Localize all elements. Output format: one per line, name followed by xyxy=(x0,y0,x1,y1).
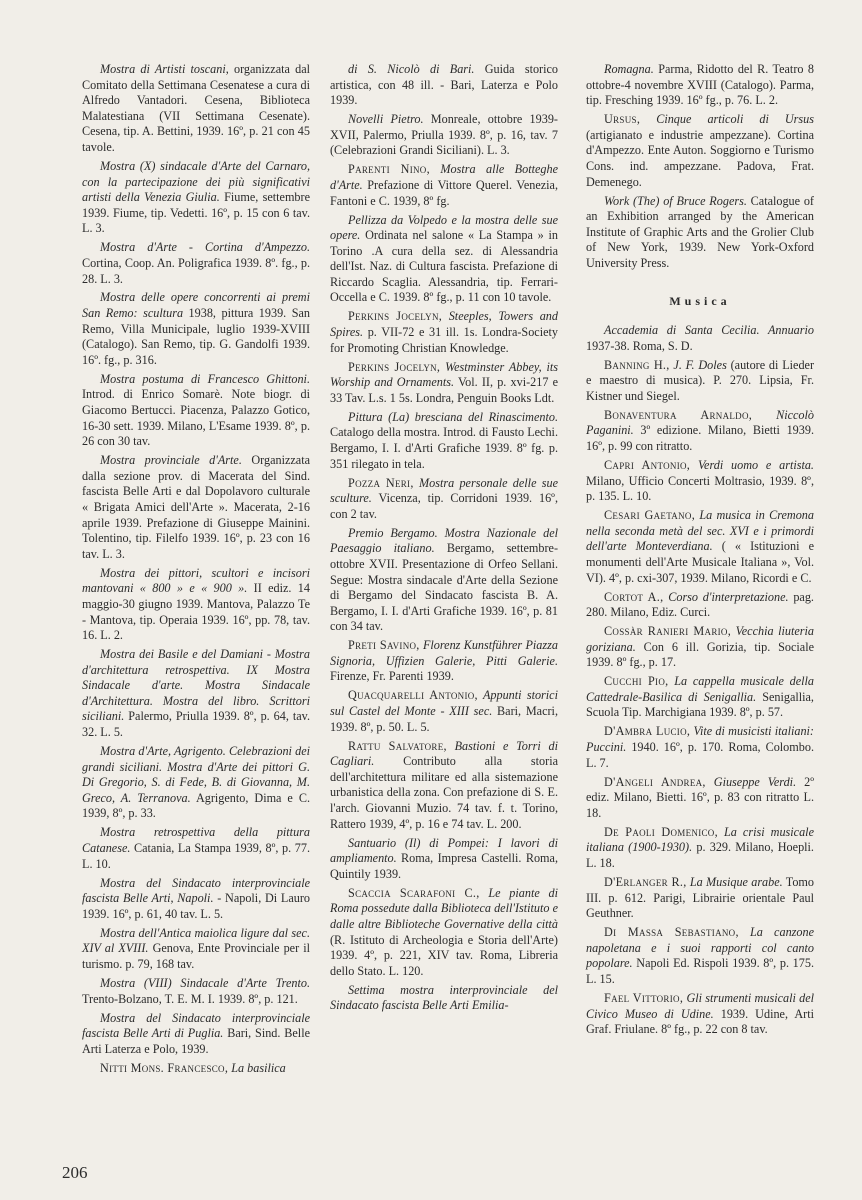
entry-author: Cossàr Ranieri Mario, xyxy=(604,624,732,639)
entry-details: Tomo III. p. 612. Parigi, Librairie orientale Paul Geuthner. xyxy=(586,874,814,921)
entry-title: Mostra (VIII) Sindacale d'Arte Trento. xyxy=(100,975,310,990)
entry-details: Con 6 ill. Gorizia, tip. Sociale 1939. 8º fg., p. 17. xyxy=(586,639,814,670)
entry-details: Roma, Impresa Castelli. Roma, Quintily 1939. xyxy=(330,851,558,881)
entry-title: Mostra personale delle sue sculture. xyxy=(330,475,558,506)
bibliography-entry xyxy=(330,836,558,883)
entry-author: Perkins Jocelyn, xyxy=(348,359,441,374)
bibliography-entry xyxy=(330,526,558,635)
entry-author: Ursus, xyxy=(604,112,641,127)
bibliography-entry xyxy=(82,290,310,368)
entry-title: Westminster Abbey, its Worship and Ornaments. xyxy=(330,359,558,390)
entry-details: Catalogue of an Exhibition arranged by the American Institute of Graphic Arts and the Grolier Club of New York, 1939. New York-Oxford University Press. xyxy=(586,193,814,270)
entry-title: Mostra dell'Antica maiolica ligure dal sec. XIV al XVIII. xyxy=(82,925,310,956)
bibliography-entry xyxy=(586,323,814,354)
entry-title: Mostra d'Arte, Agrigento. Celebrazioni dei grandi siciliani. Mostra d'Arte dei pittori G. Di Gregorio, S. di Fede, B. di Giovanna, M. Greco, A. Terranova. xyxy=(82,744,310,805)
bibliography-entry xyxy=(586,408,814,455)
entry-title: Premio Bergamo. Mostra Nazionale del Paesaggio italiano. xyxy=(330,525,558,556)
entry-details: Contributo alla storia dell'architettura militare ed alla sistemazione urbanistica della zona. Con prefazione di S. E. l'arch. Giovanni Muzio. 74 tav. f. t. Torino, Rattero 1939, 4º, p. 16 e 74 tav. L. 200. xyxy=(330,754,558,831)
entry-title: Vite di musicisti italiani: Puccini. xyxy=(586,724,814,755)
bibliography-entry xyxy=(82,62,310,156)
entry-title: Mostra (X) sindacale d'Arte del Carnaro, con la partecipazione dei più significativi artisti della Venezia Giulia. xyxy=(82,158,310,205)
entry-author: Di Massa Sebastiano, xyxy=(604,925,739,940)
column-right xyxy=(586,62,814,1041)
bibliography-entry xyxy=(586,624,814,671)
entry-title: Corso d'interpretazione. xyxy=(663,589,789,604)
bibliography-entry xyxy=(82,976,310,1007)
entry-title: Mostra dei Basile e del Damiani - Mostra d'architettura retrospettiva. IX Mostra Sindacale d'arte. Mostra Sindacale d'Architettura. Mostra del libro. Scrittori siciliani. xyxy=(82,647,310,724)
entry-title: Cinque articoli di Ursus xyxy=(640,112,814,127)
page-number: 206 xyxy=(62,1163,88,1182)
bibliography-entry xyxy=(330,112,558,159)
entry-details: Fiume, settembre 1939. Fiume, tip. Vedetti. 16º, p. 15 con 6 tav. L. 3. xyxy=(82,190,310,236)
bibliography-entry xyxy=(330,638,558,685)
bibliography-entry xyxy=(82,926,310,973)
bibliography-entry xyxy=(330,476,558,523)
entry-details: Monreale, ottobre 1939-XVII, Palermo, Priulla 1939. 8º, p. 16, tav. 7 (Celebrazioni Grandi Siciliani). L. 3. xyxy=(330,112,558,158)
entry-title: Mostra del Sindacato interprovinciale fascista Belle Arti, Napoli. xyxy=(82,875,310,906)
entry-title: Mostra del Sindacato interprovinciale fascista Belle Arti di Puglia. xyxy=(82,1010,310,1041)
bibliography-entry xyxy=(82,647,310,741)
entry-title: Appunti storici sul Castel del Monte - XIII sec. xyxy=(330,688,558,719)
entry-author: Preti Savino, xyxy=(348,638,420,653)
entry-title: Settima mostra interprovinciale del Sindacato fascista Belle Arti Emilia- xyxy=(330,982,558,1013)
entry-author: Cucchi Pio, xyxy=(604,674,669,689)
section-heading-musica: Musica xyxy=(669,293,731,308)
bibliography-entry xyxy=(586,775,814,822)
entry-title: Mostra provinciale d'Arte. xyxy=(100,453,242,468)
entry-author: Scaccia Scarafoni C., xyxy=(348,885,480,900)
bibliography-entry xyxy=(82,566,310,644)
entry-title: di S. Nicolò di Bari. xyxy=(348,62,475,76)
entry-author: Nitti Mons. Francesco, xyxy=(100,1060,229,1075)
entry-details: Agrigento, Dima e C. 1939, 8º, p. 33. xyxy=(82,790,310,821)
entry-details: Firenze, Fr. Parenti 1939. xyxy=(330,669,454,684)
entry-details: 2º ediz. Milano, Bietti. 16º, p. 83 con ritratto L. 18. xyxy=(586,774,814,820)
entry-title: Niccolò Paganini. xyxy=(586,407,814,438)
entry-author: Parenti Nino, xyxy=(348,162,430,177)
bibliography-entry xyxy=(586,674,814,721)
entry-details: pag. 280. Milano, Ediz. Curci. xyxy=(586,589,814,620)
entry-author: De Paoli Domenico, xyxy=(604,824,718,839)
entry-title: Work (The) of Bruce Rogers. xyxy=(604,193,747,208)
entry-author: Bonaventura Arnaldo, xyxy=(604,407,753,422)
bibliography-entry xyxy=(82,159,310,237)
entry-details: Bergamo, settembre-ottobre XVII. Presentazione di Orfeo Sellani. Segue: Mostra sindacale d'Arte della Sezione di Bergamo del Sindacato fascista B. A. Bergamo, I. I. d'Arti Grafiche 1939. 16º, p. 81 con 34 tav. xyxy=(330,541,559,634)
entry-title: Mostra alle Botteghe d'Arte. xyxy=(330,162,558,192)
column-left xyxy=(82,62,310,1080)
entry-author: Capri Antonio, xyxy=(604,458,691,473)
entry-title: Accademia di Santa Cecilia. Annuario xyxy=(604,323,814,338)
bibliography-entry xyxy=(82,453,310,562)
entry-title: Mostra di Artisti toscani xyxy=(100,62,226,76)
entry-author: Perkins Jocelyn, xyxy=(348,309,443,324)
entry-title: Santuario (Il) di Pompei: I lavori di ampliamento. xyxy=(330,835,558,866)
entry-details: Bari, Sind. Belle Arti Laterza e Polo, 1939. xyxy=(82,1026,310,1056)
entry-title: Mostra retrospettiva della pittura Catanese. xyxy=(82,825,310,856)
bibliography-entry xyxy=(330,410,558,472)
entry-title: Novelli Pietro. xyxy=(348,112,424,127)
bibliography-entry xyxy=(330,309,558,356)
entry-details: - Napoli, Di Lauro 1939. 16º, p. 61, 40 tav. L. 5. xyxy=(82,891,310,921)
entry-title: Verdi uomo e artista. xyxy=(690,458,814,473)
entry-details: II ediz. 14 maggio-30 giugno 1939. Mantova, Palazzo Te - Mantova, tip. Operaia 1939. 16º, pp. 78, tav. 16. L. 2. xyxy=(82,581,310,643)
entry-details: Organizzata dalla sezione prov. di Macerata del Sind. fascista Belle Arti e dal Dopolavoro culturale « Brigata Amici dell'Arte ». Macerata, 2-16 aprile 1939. Prefazione di Giuseppe Mainini. Tolentino, tip. Filelfo 1939. 16º, p. 23 con 16 tav. L. 3. xyxy=(82,453,310,561)
entry-title: La basilica xyxy=(228,1060,286,1075)
bibliography-entry xyxy=(586,925,814,987)
entry-details: p. 329. Milano, Hoepli. L. 18. xyxy=(586,840,814,870)
entry-title: Mostra d'Arte - Cortina d'Ampezzo. xyxy=(100,240,310,255)
entry-title: Romagna. xyxy=(604,62,654,76)
entry-author: D'Erlanger R., xyxy=(604,874,687,889)
bibliography-entry xyxy=(82,744,310,822)
entry-title: Pittura (La) bresciana del Rinascimento. xyxy=(348,409,558,424)
entry-details: ( « Istituzioni e monumenti dell'Arte Musicale Italiana », Vol. VI). 4º, p. cxi-307, 1939. Milano, Ricordi e C. xyxy=(586,539,814,585)
entry-title: Bastioni e Torri di Cagliari. xyxy=(330,738,558,769)
entry-details: 3º edizione. Milano, Bietti 1939. 16º, p. 99 con ritratto. xyxy=(586,423,814,454)
bibliography-entry xyxy=(330,739,558,833)
entry-details: 1940. 16º, p. 170. Roma, Colombo. L. 7. xyxy=(586,740,814,770)
bibliography-entry xyxy=(82,825,310,872)
entry-author: Cortot A., xyxy=(604,589,664,604)
entry-details: Prefazione di Vittore Querel. Venezia, Fantoni e C. 1939, 8º fg. xyxy=(330,177,558,208)
bibliography-entry xyxy=(330,983,558,1014)
entry-author: Cesari Gaetano, xyxy=(604,508,696,523)
entry-details: Trento-Bolzano, T. E. M. I. 1939. 8º, p. 121. xyxy=(82,991,298,1006)
entry-title: La cappella musicale della Cattedrale-Basilica di Senigallia. xyxy=(586,674,814,704)
bibliography-entry xyxy=(586,825,814,872)
bibliography-entry xyxy=(82,1011,310,1058)
bibliography-entry xyxy=(330,886,558,980)
bibliography-entry xyxy=(330,62,558,109)
bibliography-entry xyxy=(586,358,814,405)
entry-details: Milano, Ufficio Concerti Moltrasio, 1939. 8º, p. 135. L. 10. xyxy=(586,473,814,504)
entry-details: Napoli Ed. Rispoli 1939. 8º, p. 175. L. 15. xyxy=(586,956,814,986)
entry-details: Ordinata nel salone « La Stampa » in Torino .A cura della sez. di Alessandria dell'Ist. Naz. di Cultura fascista. Prefazione di Riccardo Scaglia. Alessandria, tip. Ferrari-Occella e C. 1939. 8º fg., p. 11 con 10 tavole. xyxy=(330,228,558,305)
bibliography-entry xyxy=(330,162,558,209)
entry-details: Parma, Ridotto del R. Teatro 8 ottobre-4 novembre XVIII (Catalogo). Parma, tip. Fresching 1939. 16º fg., p. 76. L. 2. xyxy=(586,62,814,108)
entry-details: Introd. di Enrico Somarè. Note biogr. di Giacomo Bertucci. Piacenza, Palazzo Gotico, 16-30 sett. 1939. Milano, L'Esame 1939. 8º, p. 26 con 30 tav. xyxy=(82,387,310,449)
bibliography-entry xyxy=(330,688,558,735)
entry-details: Catania, La Stampa 1939, 8º, p. 77. L. 10. xyxy=(82,841,310,871)
entry-details: Catalogo della mostra. Introd. di Fausto Lechi. Bergamo, I. I. d'Arti Grafiche 1939. 8º fg. p. 351 rilegato in tela. xyxy=(330,425,558,471)
bibliography-entry xyxy=(586,875,814,922)
entry-details: Palermo, Priulla 1939. 8º, p. 64, tav. 32. L. 5. xyxy=(82,709,310,740)
column-middle xyxy=(330,62,558,1017)
entry-details: Vol. II, p. xvi-217 e 33 Tav. L.s. 1 5s. Londra, Penguin Books Ldt. xyxy=(330,375,558,405)
entry-title: La Musique arabe. xyxy=(686,874,783,889)
entry-details: (R. Istituto di Archeologia e Storia dell'Arte) 1939. 4º, p. 221, XIV tav. Roma, Libreria dello Stato. L. 120. xyxy=(330,932,558,978)
entry-title: Mostra delle opere concorrenti ai premi San Remo: scultura xyxy=(82,290,310,321)
entry-details: 1938, pittura 1939. San Remo, Villa Municipale, luglio 1939-XVIII (Catalogo). San Remo, tip. G. Gandolfi 1939. 16º. fg., p. 316. xyxy=(82,306,310,367)
entry-title: La crisi musicale italiana (1900-1930). xyxy=(586,824,814,855)
bibliography-entry xyxy=(82,240,310,287)
entry-title: Pellizza da Volpedo e la mostra delle sue opere. xyxy=(330,212,558,243)
entry-details: p. VII-72 e 31 ill. 1s. Londra-Society for Promoting Christian Knowledge. xyxy=(330,325,558,355)
entry-title: La canzone napoletana e i suoi rapporti col canto popolare. xyxy=(586,925,814,971)
entry-author: D'Angeli Andrea, xyxy=(604,774,706,789)
bibliography-entry xyxy=(586,62,814,109)
bibliography-entry xyxy=(586,194,814,272)
bibliography-entry xyxy=(586,458,814,505)
bibliography-entry xyxy=(586,112,814,190)
entry-title: La musica in Cremona nella seconda metà del sec. XVI e i primordi dell'arte Monteverdiana. xyxy=(586,508,814,554)
entry-details: Bari, Macri, 1939. 8º, p. 50. L. 5. xyxy=(330,704,558,734)
entry-title: Gli strumenti musicali del Civico Museo di Udine. xyxy=(586,990,814,1021)
entry-title: J. F. Doles xyxy=(669,357,727,372)
entry-details: 1939. Udine, Arti Graf. Friulane. 8º fg., p. 22 con 8 tav. xyxy=(586,1006,814,1037)
entry-author: Quacquarelli Antonio, xyxy=(348,688,478,703)
entry-details: Genova, Ente Provinciale per il turismo. p. 79, 168 tav. xyxy=(82,941,310,971)
entry-title: Le piante di Roma possedute dalla Biblioteca dell'Istituto e dalle altre Biblioteche Governative della città xyxy=(330,885,558,931)
entry-title: Steeples, Towers and Spires. xyxy=(330,309,558,340)
bibliography-entry xyxy=(586,508,814,586)
bibliography-entry xyxy=(586,991,814,1038)
entry-author: Fael Vittorio, xyxy=(604,990,684,1005)
bibliography-entry xyxy=(586,590,814,621)
entry-title: Florenz Kunstführer Piazza Signoria, Uffizien Galerie, Pitti Galerie. xyxy=(330,638,558,668)
entry-author: Banning H., xyxy=(604,357,670,372)
entry-title: Vecchia liuteria goriziana. xyxy=(586,624,815,654)
bibliography-entry xyxy=(330,360,558,407)
entry-title: Mostra dei pittori, scultori e incisori mantovani « 800 » e « 900 ». xyxy=(82,565,310,596)
entry-details: Vicenza, tip. Corridoni 1939. 16º, con 2 tav. xyxy=(330,491,558,521)
entry-details: (autore di Lieder e maestro di musica). P. 270. Lipsia, Fr. Kistner und Siegel. xyxy=(586,357,815,403)
bibliography-entry xyxy=(586,724,814,771)
entry-author: D'Ambra Lucio, xyxy=(604,724,691,739)
entry-details: (artigianato e industrie ampezzane). Cortina d'Ampezzo. Ente Auton. Soggiorno e Turismo Cons. ind. ampezzane. Padova, Frat. Demenego. xyxy=(586,127,814,189)
entry-details: Cortina, Coop. An. Poligrafica 1939. 8º. fg., p. 28. L. 3. xyxy=(82,255,310,286)
entry-details: Guida storico artistica, con 48 ill. - Bari, Laterza e Polo 1939. xyxy=(330,62,558,108)
entry-title: Mostra postuma di Francesco Ghittoni. xyxy=(100,371,310,386)
entry-details: Senigallia, Scuola Tip. Marchigiana 1939. 8º, p. 57. xyxy=(586,689,814,720)
bibliography-entry xyxy=(82,1061,310,1077)
bibliography-entry xyxy=(82,876,310,923)
entry-author: Pozza Neri, xyxy=(348,475,414,490)
entry-details: 1937-38. Roma, S. D. xyxy=(586,338,693,353)
bibliography-entry xyxy=(82,372,310,450)
entry-author: Rattu Salvatore, xyxy=(348,738,447,753)
bibliography-entry xyxy=(330,213,558,307)
entry-details: , organizzata dal Comitato della Settimana Cesenatese a cura di Alfredo Vantadori. Cesena, Biblioteca Malatestiana (VII Settimana Cesenate). Cesena, tip. A. Bettini, 1939. 16º, p. 21 con 45 tavole. xyxy=(82,62,310,154)
entry-title: Giuseppe Verdi. xyxy=(705,774,797,789)
